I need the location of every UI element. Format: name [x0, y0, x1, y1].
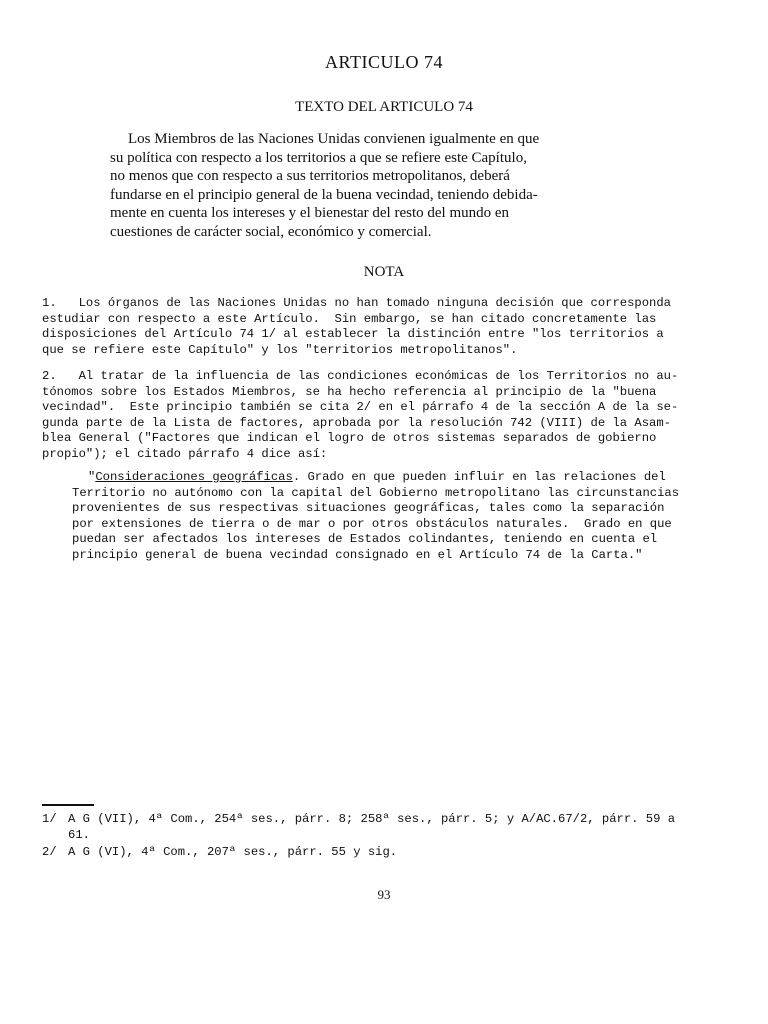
- paragraph-line: que se refiere este Capítulo" y los "territorios metropolitanos".: [42, 342, 518, 357]
- quote-line: provenientes de sus respectivas situaciones geográficas, tales como la separación: [72, 501, 665, 516]
- quote-heading: Consideraciones geográficas: [95, 470, 293, 484]
- page-title: ARTICULO 74: [325, 52, 443, 72]
- charter-text-line: cuestiones de carácter social, económico y comercial.: [110, 223, 432, 240]
- article-subtitle: TEXTO DEL ARTICULO 74: [295, 99, 473, 115]
- paragraph-line: blea General ("Factores que indican el logro de otros sistemas separados de gobierno: [42, 431, 657, 446]
- footnote-rule: [42, 804, 94, 806]
- block-quote: [72, 470, 680, 564]
- paragraph-line: disposiciones del Artículo 74 1/ al establecer la distinción entre "los territorios a: [42, 327, 664, 342]
- quote-open-mark: ": [88, 470, 96, 484]
- quote-line: puedan ser afectados los intereses de Estados colindantes, teniendo en cuenta el: [72, 532, 658, 547]
- quote-line: Territorio no autónomo con la capital del Gobierno metropolitano las circunstancias: [72, 485, 680, 500]
- quote-line: principio general de buena vecindad consignado en el Artículo 74 de la Carta.": [72, 547, 643, 562]
- paragraph-line: tónomos sobre los Estados Miembros, se ha hecho referencia al principio de la "buena: [42, 384, 657, 399]
- paragraph-line: 2. Al tratar de la influencia de las condiciones económicas de los Territorios no au-: [42, 369, 679, 383]
- paragraph-line: vecindad". Este principio también se cita 2/ en el párrafo 4 de la sección A de la se-: [42, 400, 679, 415]
- charter-text-line: Los Miembros de las Naciones Unidas convienen igualmente en que: [128, 131, 540, 147]
- nota-heading: NOTA: [363, 264, 405, 280]
- note-paragraph-1: [42, 296, 671, 358]
- paragraph-line: 1. Los órganos de las Naciones Unidas no han tomado ninguna decisión que corresponda: [42, 296, 671, 310]
- page-number: 93: [377, 887, 391, 902]
- note-paragraph-2: [42, 369, 679, 463]
- charter-text-line: su política con respecto a los territorios a que se refiere este Capítulo,: [110, 149, 527, 166]
- footnote-1: [42, 812, 676, 843]
- charter-text: [110, 130, 590, 242]
- footnote-2: [42, 845, 652, 861]
- footnote-marker: 1/: [42, 812, 57, 826]
- footnote-text: A G (VII), 4ª Com., 254ª ses., párr. 8; 258ª ses., párr. 5; y A/AC.67/2, párr. 59 a: [68, 812, 676, 826]
- quote-first-line-rest: . Grado en que pueden influir en las relaciones del: [292, 470, 666, 484]
- footnote-text: A G (VI), 4ª Com., 207ª ses., párr. 55 y sig.: [68, 845, 398, 859]
- quote-first-line: [72, 470, 666, 486]
- charter-text-line: fundarse en el principio general de la buena vecindad, teniendo debida-: [110, 186, 538, 203]
- footnote-continuation: 61.: [68, 827, 90, 842]
- paragraph-line: estudiar con respecto a este Artículo. Sin embargo, se han citado concretamente las: [42, 311, 657, 326]
- charter-text-line: no menos que con respecto a sus territorios metropolitanos, deberá: [110, 168, 510, 185]
- quote-line: por extensiones de tierra o de mar o por otros obstáculos naturales. Grado en que: [72, 516, 672, 531]
- footnote-marker: 2/: [42, 845, 57, 859]
- paragraph-line: gunda parte de la Lista de factores, aprobada por la resolución 742 (VIII) de la Asam-: [42, 415, 671, 430]
- paragraph-line: propio"); el citado párrafo 4 dice así:: [42, 446, 328, 461]
- charter-text-line: mente en cuenta los intereses y el bienestar del resto del mundo en: [110, 205, 510, 222]
